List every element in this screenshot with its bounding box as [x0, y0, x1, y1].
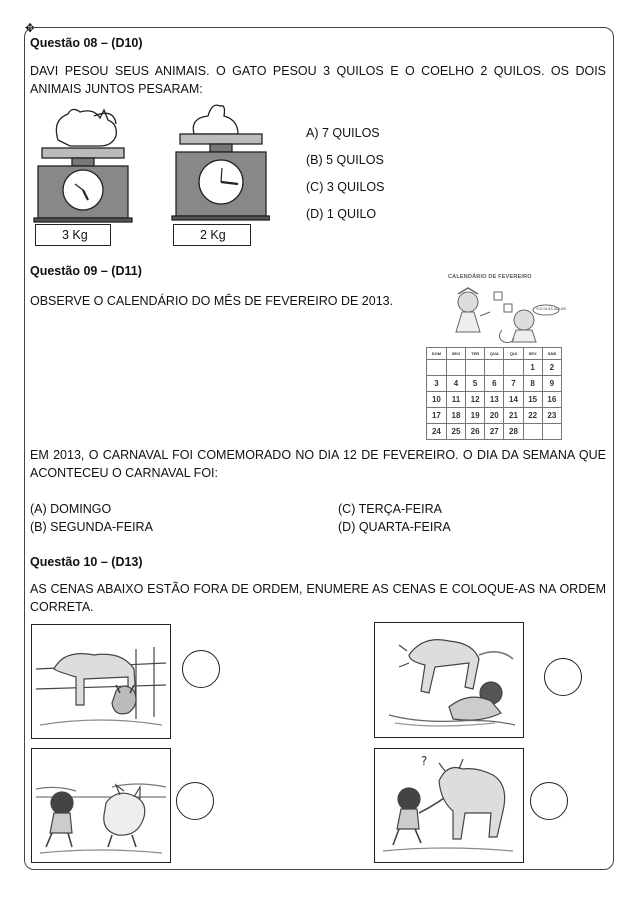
calendar-day: 8 [523, 376, 542, 392]
calendar-day: 1 [523, 360, 542, 376]
scene-3-illustration [36, 753, 166, 858]
calendar-day: 5 [466, 376, 485, 392]
scale-label-1: 3 Kg [62, 228, 88, 242]
calendar-image [422, 272, 566, 436]
q10-title: Questão 10 – (D13) [30, 555, 143, 569]
calendar-day [427, 360, 447, 376]
calendar-day: 22 [523, 408, 542, 424]
calendar-grid [426, 347, 562, 440]
calendar-day: 23 [542, 408, 561, 424]
calendar-week-4 [427, 408, 562, 424]
calendar-speech-bubble: VOLTA ÀS AULAS! [536, 307, 567, 311]
q8-option-d: (D) 1 QUILO [306, 207, 377, 221]
calendar-day: 10 [427, 392, 447, 408]
weekday-dom: DOM [427, 348, 447, 360]
scene-3-frame [31, 748, 171, 863]
calendar-day: 12 [466, 392, 485, 408]
calendar-day [523, 424, 542, 440]
calendar-characters-illustration [432, 282, 560, 346]
q8-option-b: (B) 5 QUILOS [306, 153, 384, 167]
scene-1-frame [31, 624, 171, 739]
calendar-week-5 [427, 424, 562, 440]
calendar-day: 9 [542, 376, 561, 392]
weekday-sab: SÁB [542, 348, 561, 360]
calendar-day: 27 [485, 424, 504, 440]
calendar-day: 4 [446, 376, 465, 392]
weekday-qua: QUA [485, 348, 504, 360]
calendar-week-2 [427, 376, 562, 392]
order-circle-2[interactable] [544, 658, 582, 696]
calendar-day: 15 [523, 392, 542, 408]
scene-2-frame [374, 622, 524, 738]
calendar-day: 28 [504, 424, 523, 440]
calendar-day [542, 424, 561, 440]
scene-4-illustration [379, 753, 519, 859]
scene-4-frame [374, 748, 524, 863]
q9-intro: OBSERVE O CALENDÁRIO DO MÊS DE FEVEREIRO DE 2013. [30, 294, 394, 308]
calendar-day [446, 360, 465, 376]
calendar-day: 20 [485, 408, 504, 424]
q10-statement: AS CENAS ABAIXO ESTÃO FORA DE ORDEM, ENUMERE AS CENAS E COLOQUE-AS NA ORDEM CORRETA. [30, 582, 606, 614]
calendar-day: 6 [485, 376, 504, 392]
calendar-day: 24 [427, 424, 447, 440]
q9-option-a: (A) DOMINGO [30, 502, 112, 516]
calendar-day: 2 [542, 360, 561, 376]
calendar-day: 3 [427, 376, 447, 392]
calendar-week-3 [427, 392, 562, 408]
calendar-day: 14 [504, 392, 523, 408]
q8-option-c: (C) 3 QUILOS [306, 180, 385, 194]
calendar-day: 25 [446, 424, 465, 440]
calendar-day: 18 [446, 408, 465, 424]
q8-statement: DAVI PESOU SEUS ANIMAIS. O GATO PESOU 3 QUILOS E O COELHO 2 QUILOS. OS DOIS ANIMAIS JUNTOS PESARAM: [30, 64, 606, 96]
svg-text:?: ? [421, 754, 428, 768]
q8-title: Questão 08 – (D10) [30, 36, 143, 50]
calendar-day [485, 360, 504, 376]
calendar-day: 19 [466, 408, 485, 424]
q9-option-d: (D) QUARTA-FEIRA [338, 520, 451, 534]
order-circle-4[interactable] [530, 782, 568, 820]
weekday-ter: TER [466, 348, 485, 360]
calendar-day: 26 [466, 424, 485, 440]
order-circle-3[interactable] [176, 782, 214, 820]
weekday-sex: SEX [523, 348, 542, 360]
weekday-qui: QUI [504, 348, 523, 360]
calendar-day: 17 [427, 408, 447, 424]
scene-1-illustration [36, 629, 166, 734]
calendar-day: 11 [446, 392, 465, 408]
q9-question: EM 2013, O CARNAVAL FOI COMEMORADO NO DIA 12 DE FEVEREIRO. O DIA DA SEMANA QUE ACONTECEU O CARNAVAL FOI: [30, 448, 606, 480]
weekday-seg: SEG [446, 348, 465, 360]
order-circle-1[interactable] [182, 650, 220, 688]
calendar-day: 21 [504, 408, 523, 424]
q9-option-c: (C) TERÇA-FEIRA [338, 502, 442, 516]
calendar-day [504, 360, 523, 376]
corner-mark: ✥ [25, 21, 36, 35]
scale-label-2: 2 Kg [200, 228, 226, 242]
calendar-week-1 [427, 360, 562, 376]
q8-option-a: A) 7 QUILOS [306, 126, 380, 140]
calendar-day: 7 [504, 376, 523, 392]
calendar-day: 13 [485, 392, 504, 408]
calendar-day [466, 360, 485, 376]
calendar-day: 16 [542, 392, 561, 408]
q9-title: Questão 09 – (D11) [30, 264, 142, 278]
calendar-title: CALENDÁRIO DE FEVEREIRO [448, 274, 532, 280]
calendar-weekday-row [427, 348, 562, 360]
q9-option-b: (B) SEGUNDA-FEIRA [30, 520, 153, 534]
scene-2-illustration [379, 627, 519, 733]
